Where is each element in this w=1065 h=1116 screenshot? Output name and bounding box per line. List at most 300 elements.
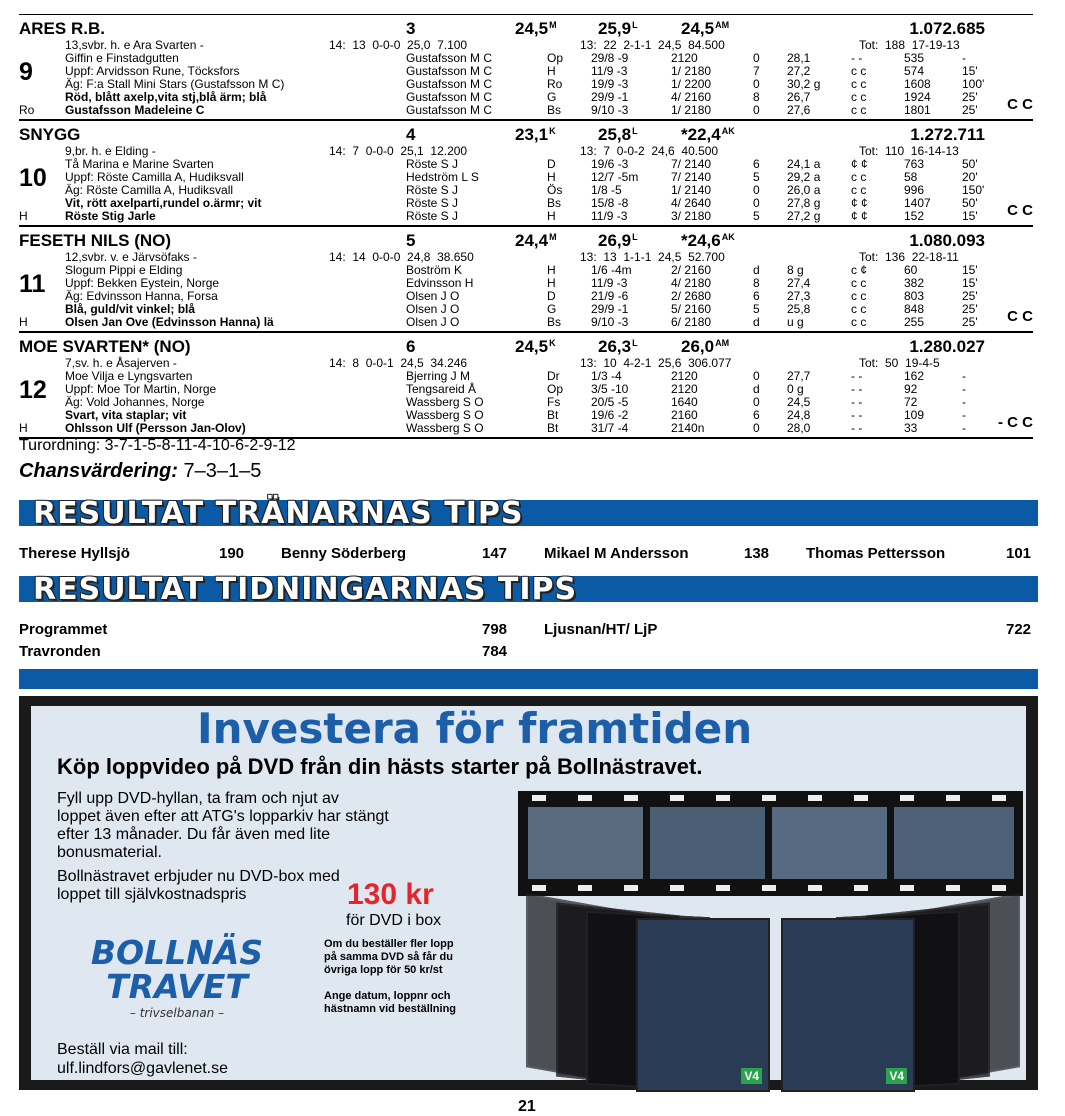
film-strip-image	[518, 791, 1023, 896]
start-time: 0 g	[787, 382, 804, 396]
paper-tips-bar	[19, 572, 1038, 607]
start-dist: 2/ 2680	[671, 289, 712, 303]
start-place: 0	[753, 421, 760, 435]
start-tracks: D	[547, 157, 556, 171]
start-row	[19, 422, 1033, 435]
ad-paragraph-4	[324, 990, 456, 1016]
paper-name: Travronden	[19, 643, 101, 660]
dvd-box-stack-left	[526, 904, 776, 1083]
start-dist: 7/ 2140	[671, 170, 712, 184]
start-drivers: Wassberg S O	[406, 408, 484, 422]
start-time: 26,0 a	[787, 183, 821, 197]
start-shoes: c c	[851, 302, 867, 316]
start-dates: 29/8 -9	[591, 51, 629, 65]
start-odds: 162	[904, 369, 925, 383]
start-dates: 15/8 -8	[591, 196, 629, 210]
start-prizes: -	[962, 395, 966, 409]
horse-detail: Vit, rött axelparti,rundel o.ärmr; vit	[65, 196, 262, 210]
start-shoes: c c	[851, 315, 867, 329]
record-tag: L	[632, 20, 638, 30]
record-value: *22,4	[681, 125, 721, 144]
horse-detail: Äg: Edvinsson Hanna, Forsa	[65, 289, 218, 303]
start-time: 25,8	[787, 302, 811, 316]
horse-entry	[19, 121, 1033, 227]
start-tracks: H	[547, 209, 556, 223]
start-prizes: 25'	[962, 302, 978, 316]
ad-discount: 50 kr/st	[404, 964, 443, 976]
start-time: 27,7	[787, 369, 811, 383]
ad-line: bonusmaterial.	[57, 844, 162, 861]
start-dates: 9/10 -3	[591, 315, 629, 329]
start-dist: 1/ 2140	[671, 183, 712, 197]
start-drivers: Tengsareid Å	[406, 382, 477, 396]
stats-2013: 13: 13 1-1-1 24,5 52.700	[580, 250, 725, 264]
record	[515, 231, 557, 251]
start-tracks: H	[547, 276, 556, 290]
start-tracks: G	[547, 90, 557, 104]
start-time: 28,1	[787, 51, 811, 65]
start-shoes: c c	[851, 64, 867, 78]
horse-detail: Olsen Jan Ove (Edvinsson Hanna) lä	[65, 315, 274, 329]
start-tracks: Op	[547, 51, 564, 65]
record-tag: AK	[721, 126, 735, 136]
horse-info: 9,br. h. e Elding -	[65, 144, 156, 158]
start-drivers: Gustafsson M C	[406, 51, 493, 65]
start-place: 8	[753, 276, 760, 290]
stats-2013: 13: 7 0-0-2 24,6 40.500	[580, 144, 719, 158]
chans-value: 7–3–1–5	[177, 460, 262, 482]
page-number: 21	[518, 1098, 536, 1115]
start-drivers: Olsen J O	[406, 302, 460, 316]
trainer-tips-bar	[19, 496, 1038, 531]
paper-name: Programmet	[19, 621, 108, 638]
start-odds: 382	[904, 276, 925, 290]
stats-2013: 13: 22 2-1-1 24,5 84.500	[580, 38, 725, 52]
start-number: 10	[19, 164, 47, 192]
start-dist: 1/ 2200	[671, 77, 712, 91]
ad-price: 130 kr	[347, 878, 434, 911]
start-drivers: Gustafsson M C	[406, 90, 493, 104]
stats-total: Tot: 110 16-14-13	[859, 144, 959, 158]
start-drivers: Gustafsson M C	[406, 64, 493, 78]
dvd-cover-right	[781, 918, 915, 1092]
start-time: 27,6	[787, 103, 811, 117]
start-shoes: c c	[851, 77, 867, 91]
ad-line: loppet även efter att ATG's lopparkiv har stängt	[57, 808, 389, 825]
v4-badge: V4	[741, 1068, 762, 1084]
start-dates: 1/3 -4	[591, 369, 622, 383]
logo-tagline: – trivselbanan –	[129, 1006, 225, 1020]
paper-score: 784	[482, 643, 508, 660]
ad-order	[57, 1040, 228, 1078]
start-time: 27,4	[787, 276, 811, 290]
start-dist: 3/ 2180	[671, 209, 712, 223]
start-drivers: Gustafsson M C	[406, 77, 493, 91]
shoe-markers: - C C	[998, 414, 1033, 431]
shoe-code: H	[19, 315, 28, 329]
start-shoes: ¢ ¢	[851, 209, 868, 223]
shoe-code: Ro	[19, 103, 35, 117]
career-earnings: 1.280.027	[909, 337, 985, 356]
start-drivers: Olsen J O	[406, 289, 460, 303]
start-odds: 58	[904, 170, 918, 184]
horse-detail: Gustafsson Madeleine C	[65, 103, 205, 117]
start-odds: 763	[904, 157, 925, 171]
horse-detail: Moe Vilja e Lyngsvarten	[65, 369, 193, 383]
start-dates: 19/6 -3	[591, 157, 629, 171]
start-place: 0	[753, 103, 760, 117]
start-dist: 4/ 2180	[671, 276, 712, 290]
start-tracks: H	[547, 263, 556, 277]
record	[515, 19, 557, 39]
start-shoes: c c	[851, 90, 867, 104]
start-tracks: Bs	[547, 196, 562, 210]
start-number: 9	[19, 58, 33, 86]
shoe-markers: C C	[1007, 96, 1033, 113]
start-shoes: - -	[851, 395, 863, 409]
horse-detail: Uppf: Moe Tor Martin, Norge	[65, 382, 217, 396]
start-place: d	[753, 263, 760, 277]
start-dates: 3/5 -10	[591, 382, 629, 396]
horse-detail: Äg: F:a Stall Mini Stars (Gustafsson M C)	[65, 77, 285, 91]
start-time: 29,2 a	[787, 170, 821, 184]
start-dist: 2140n	[671, 421, 705, 435]
start-drivers: Olsen J O	[406, 315, 460, 329]
ad-line: loppet till självkostnadspris	[57, 886, 247, 903]
record	[681, 19, 729, 39]
start-time: 24,1 a	[787, 157, 821, 171]
career-earnings: 1.072.685	[909, 19, 985, 38]
shoe-markers: C C	[1007, 308, 1033, 325]
start-shoes: - -	[851, 369, 863, 383]
horse-name: FESETH NILS (NO)	[19, 231, 172, 250]
trainer-tips-title: RESULTAT TRÄNARNAS TIPS	[33, 496, 524, 531]
record-value: 26,9	[598, 231, 632, 250]
record-tag: K	[549, 126, 556, 136]
start-dates: 11/9 -3	[591, 209, 628, 223]
horse-detail: Röste Stig Jarle	[65, 209, 156, 223]
ad-paragraph-2	[57, 868, 340, 904]
start-dist: 2120	[671, 369, 698, 383]
start-odds: 1608	[904, 77, 931, 91]
start-tracks: G	[547, 302, 557, 316]
career-earnings: 1.080.093	[909, 231, 985, 250]
record-tag: AM	[715, 338, 730, 348]
start-prizes: 25'	[962, 103, 978, 117]
start-place: 0	[753, 51, 760, 65]
trainer-score: 147	[482, 545, 508, 562]
program-page	[19, 14, 1033, 1083]
record-value: 23,1	[515, 125, 549, 144]
start-tracks: D	[547, 289, 556, 303]
ad-order-text: Beställ via mail till:	[57, 1041, 188, 1058]
ad-paragraph-1	[57, 790, 389, 862]
start-row	[19, 210, 1033, 223]
start-place: 6	[753, 289, 760, 303]
start-odds: 996	[904, 183, 925, 197]
stats-2014: 14: 8 0-0-1 24,5 34.246	[329, 356, 468, 370]
record-value: 24,5	[515, 19, 549, 38]
stats-2014: 14: 7 0-0-0 25,1 12.200	[329, 144, 468, 158]
start-dates: 1/8 -5	[591, 183, 622, 197]
start-prizes: 15'	[962, 209, 978, 223]
start-shoes: c c	[851, 276, 867, 290]
shoe-code: H	[19, 421, 28, 435]
record-tag: AK	[721, 232, 735, 242]
horse-name: SNYGG	[19, 125, 81, 144]
start-dist: 6/ 2180	[671, 315, 712, 329]
horse-name: MOE SVARTEN* (NO)	[19, 337, 191, 356]
stats-2014: 14: 14 0-0-0 24,8 38.650	[329, 250, 474, 264]
start-dist: 2120	[671, 51, 698, 65]
start-drivers: Wassberg S O	[406, 395, 484, 409]
start-shoes: ¢ ¢	[851, 157, 868, 171]
record	[598, 337, 638, 357]
record	[598, 19, 638, 39]
start-dist: 5/ 2160	[671, 302, 712, 316]
record-tag: AM	[715, 20, 730, 30]
ad-subhead: Köp loppvideo på DVD från din hästs starter på Bollnästravet.	[57, 754, 703, 779]
start-tracks: Op	[547, 382, 564, 396]
start-place: 0	[753, 196, 760, 210]
ad-line: Ange datum, loppnr och	[324, 990, 451, 1002]
start-time: 27,3	[787, 289, 811, 303]
horse-number: 4	[406, 125, 416, 144]
start-place: d	[753, 382, 760, 396]
start-tracks: Fs	[547, 395, 561, 409]
start-dates: 12/7 -5m	[591, 170, 639, 184]
career-earnings: 1.272.711	[910, 125, 985, 144]
start-time: 27,8 g	[787, 196, 821, 210]
start-prizes: -	[962, 369, 966, 383]
start-drivers: Röste S J	[406, 196, 459, 210]
start-dist: 2120	[671, 382, 698, 396]
record	[598, 231, 638, 251]
start-place: 7	[753, 64, 760, 78]
trainer-score: 138	[744, 545, 770, 562]
start-time: 27,2	[787, 64, 811, 78]
ad-paragraph-3	[324, 938, 454, 977]
record-value: *24,6	[681, 231, 721, 250]
start-dist: 4/ 2640	[671, 196, 712, 210]
start-time: u g	[787, 315, 804, 329]
record-value: 24,5	[681, 19, 715, 38]
start-dist: 1640	[671, 395, 698, 409]
start-prizes: 25'	[962, 289, 978, 303]
start-drivers: Bjerring J M	[406, 369, 471, 383]
start-place: 0	[753, 183, 760, 197]
horse-detail: Ohlsson Ulf (Persson Jan-Olov)	[65, 421, 246, 435]
start-dates: 11/9 -3	[591, 64, 628, 78]
start-odds: 72	[904, 395, 918, 409]
start-dist: 2160	[671, 408, 698, 422]
start-dates: 31/7 -4	[591, 421, 629, 435]
stats-total: Tot: 188 17-19-13	[859, 38, 960, 52]
start-dates: 29/9 -1	[591, 90, 629, 104]
start-prizes: 25'	[962, 315, 978, 329]
dvd-box-stack-right	[781, 904, 1026, 1083]
start-prizes: 15'	[962, 64, 978, 78]
start-odds: 255	[904, 315, 925, 329]
ad-line: Fyll upp DVD-hyllan, ta fram och njut av	[57, 790, 339, 807]
start-dates: 1/6 -4m	[591, 263, 632, 277]
start-tracks: Bt	[547, 421, 559, 435]
start-number: 12	[19, 376, 47, 404]
dvd-cover-left	[636, 918, 770, 1092]
record	[598, 125, 638, 145]
start-dates: 9/10 -3	[591, 103, 629, 117]
shoe-code: H	[19, 209, 28, 223]
ad-panel	[31, 704, 1026, 1083]
start-prizes: -	[962, 51, 966, 65]
paper-score: 798	[482, 621, 508, 638]
start-dates: 29/9 -1	[591, 302, 629, 316]
ad-price-sub: för DVD i box	[346, 912, 442, 929]
horse-detail: Giffin e Finstadgutten	[65, 51, 179, 65]
logo-line: BOLLNÄS	[90, 933, 264, 972]
start-prizes: -	[962, 421, 966, 435]
start-dist: 1/ 2180	[671, 64, 712, 78]
start-dist: 1/ 2180	[671, 103, 712, 117]
start-odds: 574	[904, 64, 925, 78]
start-dist: 4/ 2160	[671, 90, 712, 104]
horse-info: 13,svbr. h. e Ara Svarten -	[65, 38, 204, 52]
start-odds: 60	[904, 263, 918, 277]
start-row	[19, 104, 1033, 117]
record-tag: M	[549, 232, 557, 242]
start-tracks: Dr	[547, 369, 560, 383]
start-drivers: Röste S J	[406, 209, 459, 223]
start-tracks: Bs	[547, 315, 562, 329]
start-shoes: ¢ ¢	[851, 196, 868, 210]
chans-label: Chansvärdering:	[19, 460, 178, 482]
start-tracks: H	[547, 170, 556, 184]
horse-name: ARES R.B.	[19, 19, 105, 38]
paper-name: Ljusnan/HT/ LjP	[544, 621, 658, 638]
start-drivers: Wassberg S O	[406, 421, 484, 435]
record	[681, 125, 735, 145]
start-drivers: Edvinsson H	[406, 276, 474, 290]
stats-2013: 13: 10 4-2-1 25,6 306.077	[580, 356, 732, 370]
start-time: 24,5	[787, 395, 811, 409]
start-dates: 19/9 -3	[591, 77, 629, 91]
start-odds: 803	[904, 289, 925, 303]
bollnas-travet-logo	[57, 933, 297, 1022]
horse-number: 3	[406, 19, 416, 38]
start-shoes: - -	[851, 408, 863, 422]
start-number: 11	[19, 270, 46, 298]
paper-tips-title: RESULTAT TIDNINGARNAS TIPS	[33, 572, 578, 607]
ad-line: på samma DVD så får du	[324, 951, 453, 963]
start-shoes: c c	[851, 103, 867, 117]
start-prizes: 50'	[962, 157, 978, 171]
start-place: d	[753, 315, 760, 329]
record-tag: L	[632, 338, 638, 348]
start-prizes: -	[962, 408, 966, 422]
stats-total: Tot: 50 19-4-5	[859, 356, 940, 370]
start-time: 30,2 g	[787, 77, 821, 91]
start-odds: 109	[904, 408, 925, 422]
horse-detail: Svart, vita staplar; vit	[65, 408, 187, 422]
start-shoes: c ¢	[851, 263, 868, 277]
start-time: 28,0	[787, 421, 811, 435]
start-prizes: 15'	[962, 263, 978, 277]
shoe-markers: C C	[1007, 202, 1033, 219]
start-place: 5	[753, 170, 760, 184]
record-value: 26,0	[681, 337, 715, 356]
horse-entry	[19, 15, 1033, 121]
v4-badge: V4	[886, 1068, 907, 1084]
horse-detail: Slogum Pippi e Elding	[65, 263, 183, 277]
start-prizes: 25'	[962, 90, 978, 104]
record	[515, 337, 556, 357]
start-drivers: Hedström L S	[406, 170, 479, 184]
horse-number: 5	[406, 231, 416, 250]
start-odds: 33	[904, 421, 918, 435]
start-place: 5	[753, 302, 760, 316]
start-tracks: Bt	[547, 408, 559, 422]
start-tracks: Ös	[547, 183, 563, 197]
start-shoes: - -	[851, 51, 863, 65]
start-drivers: Röste S J	[406, 183, 459, 197]
paper-score: 722	[1006, 621, 1032, 638]
start-dates: 20/5 -5	[591, 395, 629, 409]
start-time: 27,2 g	[787, 209, 821, 223]
horse-entry	[19, 227, 1033, 333]
start-odds: 1924	[904, 90, 931, 104]
start-place: 5	[753, 209, 760, 223]
horse-info: 7,sv. h. e Åsajerven -	[65, 356, 177, 370]
start-drivers: Röste S J	[406, 157, 459, 171]
start-prizes: 15'	[962, 276, 978, 290]
start-odds: 1407	[904, 196, 931, 210]
record-tag: L	[632, 126, 638, 136]
horse-list	[19, 15, 1033, 439]
start-time: 26,7	[787, 90, 811, 104]
horse-detail: Äg: Röste Camilla A, Hudiksvall	[65, 183, 234, 197]
start-shoes: c c	[851, 289, 867, 303]
horse-detail: Tå Marina e Marine Svarten	[65, 157, 214, 171]
start-place: 6	[753, 157, 760, 171]
start-prizes: 20'	[962, 170, 978, 184]
ad-line: efter 13 månader. Du får även med lite	[57, 826, 331, 843]
stats-2014: 14: 13 0-0-0 25,0 7.100	[329, 38, 468, 52]
start-place: 8	[753, 90, 760, 104]
start-dates: 21/9 -6	[591, 289, 629, 303]
record-tag: K	[549, 338, 556, 348]
trainer-name: Therese Hyllsjö	[19, 545, 130, 562]
start-tracks: H	[547, 64, 556, 78]
ad-email: ulf.lindfors@gavlenet.se	[57, 1060, 228, 1077]
start-shoes: c c	[851, 183, 867, 197]
start-odds: 152	[904, 209, 925, 223]
start-shoes: c c	[851, 170, 867, 184]
record	[515, 125, 556, 145]
ad-line: Bollnästravet erbjuder nu DVD-box med	[57, 868, 340, 885]
start-time: 24,8	[787, 408, 811, 422]
start-tracks: Bs	[547, 103, 562, 117]
ad-headline: Investera för framtiden	[197, 704, 753, 753]
ad-line: Om du beställer fler lopp	[324, 938, 454, 950]
record	[681, 337, 729, 357]
horse-detail: Äg: Vold Johannes, Norge	[65, 395, 205, 409]
start-odds: 92	[904, 382, 918, 396]
horse-info: 12,svbr. v. e Järvsöfaks -	[65, 250, 197, 264]
start-tracks: Ro	[547, 77, 563, 91]
horse-detail: Uppf: Bekken Eystein, Norge	[65, 276, 220, 290]
start-dates: 11/9 -3	[591, 276, 628, 290]
horse-detail: Blå, guld/vit vinkel; blå	[65, 302, 196, 316]
